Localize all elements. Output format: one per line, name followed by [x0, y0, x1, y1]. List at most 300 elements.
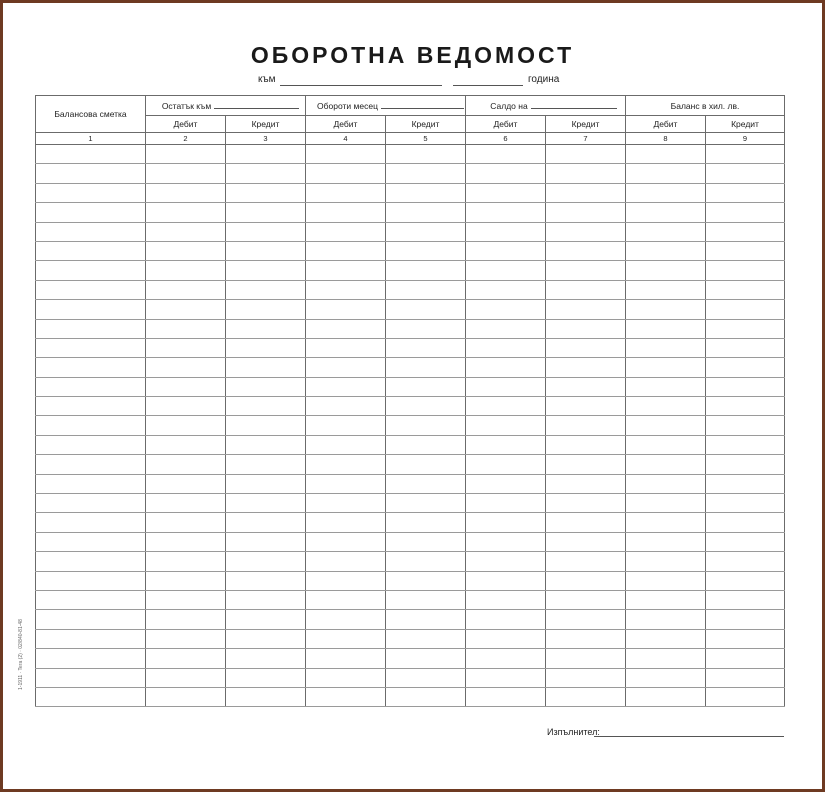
ledger-cell[interactable]	[386, 552, 466, 571]
ledger-cell[interactable]	[466, 358, 546, 377]
ledger-cell[interactable]	[386, 203, 466, 222]
ledger-cell[interactable]	[386, 377, 466, 396]
ledger-cell[interactable]	[546, 494, 626, 513]
ledger-cell[interactable]	[306, 649, 386, 668]
ledger-cell[interactable]	[146, 280, 226, 299]
ledger-cell[interactable]	[706, 397, 785, 416]
ledger-cell[interactable]	[36, 358, 146, 377]
ledger-cell[interactable]	[706, 241, 785, 260]
ledger-cell[interactable]	[386, 338, 466, 357]
header-group-balance-on	[466, 96, 626, 116]
ledger-cell[interactable]	[626, 416, 706, 435]
ledger-cell[interactable]	[706, 203, 785, 222]
column-number: 9	[706, 133, 785, 145]
ledger-cell[interactable]	[306, 435, 386, 454]
ledger-cell[interactable]	[466, 222, 546, 241]
ledger-cell[interactable]	[466, 241, 546, 260]
ledger-cell[interactable]	[626, 435, 706, 454]
ledger-cell[interactable]	[306, 494, 386, 513]
ledger-cell[interactable]	[226, 687, 306, 706]
ledger-cell[interactable]	[466, 164, 546, 183]
ledger-cell[interactable]	[226, 571, 306, 590]
ledger-cell[interactable]	[146, 474, 226, 493]
ledger-cell[interactable]	[386, 474, 466, 493]
ledger-cell[interactable]	[626, 222, 706, 241]
ledger-cell[interactable]	[706, 474, 785, 493]
ledger-cell[interactable]	[626, 668, 706, 687]
ledger-cell[interactable]	[466, 532, 546, 551]
ledger-cell[interactable]	[466, 494, 546, 513]
ledger-cell[interactable]	[386, 300, 466, 319]
ledger-row	[36, 338, 785, 357]
ledger-cell[interactable]	[546, 338, 626, 357]
ledger-cell[interactable]	[546, 358, 626, 377]
ledger-cell[interactable]	[36, 241, 146, 260]
ledger-cell[interactable]	[626, 494, 706, 513]
ledger-cell[interactable]	[546, 222, 626, 241]
ledger-cell[interactable]	[466, 610, 546, 629]
ledger-cell[interactable]	[226, 261, 306, 280]
ledger-cell[interactable]	[226, 338, 306, 357]
ledger-cell[interactable]	[386, 590, 466, 609]
ledger-cell[interactable]	[706, 532, 785, 551]
ledger-cell[interactable]	[226, 455, 306, 474]
ledger-cell[interactable]	[146, 358, 226, 377]
ledger-cell[interactable]	[626, 687, 706, 706]
ledger-cell[interactable]	[386, 687, 466, 706]
ledger-cell[interactable]	[146, 610, 226, 629]
ledger-cell[interactable]	[626, 474, 706, 493]
ledger-cell[interactable]	[546, 435, 626, 454]
ledger-cell[interactable]	[706, 552, 785, 571]
ledger-cell[interactable]	[706, 338, 785, 357]
ledger-cell[interactable]	[466, 261, 546, 280]
ledger-cell[interactable]	[306, 358, 386, 377]
ledger-cell[interactable]	[626, 241, 706, 260]
ledger-cell[interactable]	[226, 397, 306, 416]
ledger-cell[interactable]	[546, 241, 626, 260]
ledger-cell[interactable]	[706, 610, 785, 629]
ledger-cell[interactable]	[146, 668, 226, 687]
ledger-cell[interactable]	[36, 435, 146, 454]
ledger-cell[interactable]	[226, 145, 306, 164]
ledger-cell[interactable]	[36, 280, 146, 299]
ledger-cell[interactable]	[706, 455, 785, 474]
ledger-cell[interactable]	[36, 455, 146, 474]
header-debit: Дебит	[146, 116, 226, 133]
ledger-cell[interactable]	[226, 416, 306, 435]
ledger-cell[interactable]	[386, 280, 466, 299]
column-number: 4	[306, 133, 386, 145]
ledger-cell[interactable]	[706, 571, 785, 590]
ledger-cell[interactable]	[36, 377, 146, 396]
ledger-cell[interactable]	[466, 280, 546, 299]
ledger-row	[36, 552, 785, 571]
ledger-row	[36, 319, 785, 338]
ledger-cell[interactable]	[146, 203, 226, 222]
ledger-cell[interactable]	[36, 183, 146, 202]
ledger-cell[interactable]	[386, 610, 466, 629]
ledger-cell[interactable]	[706, 590, 785, 609]
ledger-cell[interactable]	[706, 280, 785, 299]
ledger-cell[interactable]	[226, 629, 306, 648]
ledger-cell[interactable]	[706, 261, 785, 280]
ledger-cell[interactable]	[626, 377, 706, 396]
ledger-cell[interactable]	[706, 145, 785, 164]
ledger-cell[interactable]	[36, 319, 146, 338]
ledger-cell[interactable]	[386, 261, 466, 280]
ledger-cell[interactable]	[306, 513, 386, 532]
ledger-cell[interactable]	[546, 513, 626, 532]
ledger-cell[interactable]	[546, 397, 626, 416]
ledger-cell[interactable]	[146, 164, 226, 183]
ledger-cell[interactable]	[466, 687, 546, 706]
ledger-cell[interactable]	[466, 513, 546, 532]
group-2-label: Обороти месец	[317, 100, 378, 111]
ledger-cell[interactable]	[146, 649, 226, 668]
ledger-cell[interactable]	[626, 552, 706, 571]
ledger-cell[interactable]	[226, 474, 306, 493]
ledger-cell[interactable]	[36, 222, 146, 241]
ledger-cell[interactable]	[226, 377, 306, 396]
ledger-cell[interactable]	[226, 183, 306, 202]
ledger-cell[interactable]	[146, 261, 226, 280]
group-2-fill-line	[381, 101, 464, 109]
ledger-cell[interactable]	[626, 203, 706, 222]
date-fill-line	[280, 85, 442, 86]
ledger-cell[interactable]	[36, 300, 146, 319]
ledger-cell[interactable]	[226, 513, 306, 532]
ledger-cell[interactable]	[306, 552, 386, 571]
ledger-cell[interactable]	[306, 319, 386, 338]
ledger-cell[interactable]	[706, 513, 785, 532]
ledger-cell[interactable]	[36, 494, 146, 513]
ledger-cell[interactable]	[706, 222, 785, 241]
ledger-cell[interactable]	[546, 280, 626, 299]
ledger-cell[interactable]	[546, 416, 626, 435]
ledger-cell[interactable]	[306, 261, 386, 280]
ledger-row	[36, 455, 785, 474]
ledger-cell[interactable]	[146, 532, 226, 551]
ledger-cell[interactable]	[546, 145, 626, 164]
ledger-cell[interactable]	[36, 590, 146, 609]
ledger-cell[interactable]	[36, 532, 146, 551]
ledger-cell[interactable]	[466, 668, 546, 687]
ledger-cell[interactable]	[546, 629, 626, 648]
ledger-cell[interactable]	[386, 358, 466, 377]
ledger-cell[interactable]	[706, 358, 785, 377]
ledger-cell[interactable]	[386, 513, 466, 532]
ledger-cell[interactable]	[146, 145, 226, 164]
ledger-cell[interactable]	[226, 435, 306, 454]
ledger-cell[interactable]	[466, 203, 546, 222]
ledger-cell[interactable]	[306, 590, 386, 609]
ledger-cell[interactable]	[146, 416, 226, 435]
ledger-row	[36, 532, 785, 551]
ledger-cell[interactable]	[226, 222, 306, 241]
year-fill-line	[453, 85, 523, 86]
header-group-turnover	[306, 96, 466, 116]
ledger-cell[interactable]	[466, 338, 546, 357]
ledger-cell[interactable]	[36, 687, 146, 706]
ledger-cell[interactable]	[706, 435, 785, 454]
ledger-row	[36, 649, 785, 668]
ledger-cell[interactable]	[546, 590, 626, 609]
group-3-label: Салдо на	[490, 100, 528, 111]
ledger-cell[interactable]	[386, 145, 466, 164]
ledger-cell[interactable]	[626, 455, 706, 474]
ledger-cell[interactable]	[626, 610, 706, 629]
ledger-cell[interactable]	[226, 668, 306, 687]
ledger-cell[interactable]	[626, 261, 706, 280]
ledger-cell[interactable]	[466, 552, 546, 571]
ledger-cell[interactable]	[146, 319, 226, 338]
ledger-cell[interactable]	[226, 649, 306, 668]
group-1-label: Остатък към	[161, 100, 212, 111]
ledger-cell[interactable]	[626, 280, 706, 299]
ledger-cell[interactable]	[36, 513, 146, 532]
ledger-cell[interactable]	[146, 300, 226, 319]
ledger-cell[interactable]	[146, 222, 226, 241]
header-account: Балансова сметка	[36, 96, 146, 133]
ledger-cell[interactable]	[466, 590, 546, 609]
ledger-cell[interactable]	[466, 319, 546, 338]
ledger-cell[interactable]	[706, 319, 785, 338]
ledger-cell[interactable]	[626, 338, 706, 357]
ledger-cell[interactable]	[386, 668, 466, 687]
ledger-cell[interactable]	[306, 280, 386, 299]
ledger-cell[interactable]	[36, 397, 146, 416]
ledger-cell[interactable]	[306, 532, 386, 551]
ledger-cell[interactable]	[226, 280, 306, 299]
header-credit: Кредит	[546, 116, 626, 133]
ledger-cell[interactable]	[226, 319, 306, 338]
ledger-cell[interactable]	[546, 610, 626, 629]
ledger-cell[interactable]	[386, 222, 466, 241]
ledger-cell[interactable]	[146, 241, 226, 260]
header-credit: Кредит	[706, 116, 785, 133]
ledger-cell[interactable]	[626, 358, 706, 377]
ledger-cell[interactable]	[626, 571, 706, 590]
ledger-cell[interactable]	[546, 164, 626, 183]
ledger-cell[interactable]	[36, 474, 146, 493]
column-number: 6	[466, 133, 546, 145]
ledger-cell[interactable]	[706, 649, 785, 668]
ledger-cell[interactable]	[706, 164, 785, 183]
ledger-cell[interactable]	[466, 397, 546, 416]
ledger-cell[interactable]	[386, 397, 466, 416]
ledger-cell[interactable]	[226, 300, 306, 319]
ledger-table	[35, 95, 785, 707]
ledger-cell[interactable]	[306, 474, 386, 493]
ledger-cell[interactable]	[626, 319, 706, 338]
ledger-cell[interactable]	[306, 183, 386, 202]
ledger-cell[interactable]	[146, 571, 226, 590]
ledger-cell[interactable]	[146, 590, 226, 609]
ledger-cell[interactable]	[546, 668, 626, 687]
ledger-cell[interactable]	[706, 300, 785, 319]
ledger-cell[interactable]	[306, 571, 386, 590]
ledger-cell[interactable]	[546, 183, 626, 202]
ledger-cell[interactable]	[706, 377, 785, 396]
ledger-row	[36, 241, 785, 260]
ledger-row	[36, 300, 785, 319]
ledger-cell[interactable]	[226, 494, 306, 513]
ledger-cell[interactable]	[546, 455, 626, 474]
ledger-cell[interactable]	[306, 222, 386, 241]
header-credit: Кредит	[386, 116, 466, 133]
ledger-cell[interactable]	[306, 300, 386, 319]
ledger-cell[interactable]	[306, 668, 386, 687]
ledger-cell[interactable]	[546, 687, 626, 706]
ledger-cell[interactable]	[546, 474, 626, 493]
ledger-cell[interactable]	[36, 668, 146, 687]
ledger-cell[interactable]	[546, 571, 626, 590]
ledger-cell[interactable]	[306, 164, 386, 183]
ledger-cell[interactable]	[626, 649, 706, 668]
ledger-cell[interactable]	[626, 532, 706, 551]
ledger-cell[interactable]	[146, 377, 226, 396]
ledger-cell[interactable]	[546, 319, 626, 338]
ledger-cell[interactable]	[36, 416, 146, 435]
ledger-cell[interactable]	[546, 532, 626, 551]
header-row-groups	[36, 96, 785, 116]
ledger-cell[interactable]	[466, 145, 546, 164]
ledger-cell[interactable]	[466, 377, 546, 396]
ledger-cell[interactable]	[306, 338, 386, 357]
ledger-cell[interactable]	[146, 552, 226, 571]
header-group-balance-to	[146, 96, 306, 116]
ledger-cell[interactable]	[386, 183, 466, 202]
ledger-cell[interactable]	[546, 300, 626, 319]
ledger-cell[interactable]	[146, 183, 226, 202]
ledger-cell[interactable]	[36, 164, 146, 183]
ledger-cell[interactable]	[146, 513, 226, 532]
ledger-row	[36, 610, 785, 629]
ledger-cell[interactable]	[146, 338, 226, 357]
ledger-cell[interactable]	[466, 455, 546, 474]
ledger-cell[interactable]	[706, 687, 785, 706]
ledger-cell[interactable]	[386, 164, 466, 183]
ledger-row	[36, 145, 785, 164]
ledger-cell[interactable]	[386, 241, 466, 260]
ledger-cell[interactable]	[146, 687, 226, 706]
ledger-cell[interactable]	[36, 649, 146, 668]
ledger-cell[interactable]	[626, 590, 706, 609]
ledger-cell[interactable]	[626, 164, 706, 183]
ledger-cell[interactable]	[386, 571, 466, 590]
ledger-row	[36, 261, 785, 280]
ledger-cell[interactable]	[36, 610, 146, 629]
ledger-row	[36, 513, 785, 532]
ledger-cell[interactable]	[146, 629, 226, 648]
header-debit: Дебит	[306, 116, 386, 133]
ledger-cell[interactable]	[386, 649, 466, 668]
ledger-cell[interactable]	[466, 474, 546, 493]
ledger-cell[interactable]	[466, 649, 546, 668]
ledger-cell[interactable]	[706, 629, 785, 648]
ledger-cell[interactable]	[386, 494, 466, 513]
ledger-cell[interactable]	[706, 183, 785, 202]
ledger-cell[interactable]	[626, 629, 706, 648]
ledger-cell[interactable]	[226, 552, 306, 571]
ledger-cell[interactable]	[386, 319, 466, 338]
ledger-cell[interactable]	[626, 300, 706, 319]
ledger-cell[interactable]	[626, 513, 706, 532]
ledger-cell[interactable]	[626, 183, 706, 202]
ledger-row	[36, 435, 785, 454]
ledger-cell[interactable]	[306, 241, 386, 260]
ledger-cell[interactable]	[36, 552, 146, 571]
ledger-cell[interactable]	[546, 203, 626, 222]
ledger-cell[interactable]	[386, 455, 466, 474]
ledger-cell[interactable]	[146, 455, 226, 474]
ledger-cell[interactable]	[226, 358, 306, 377]
ledger-cell[interactable]	[626, 145, 706, 164]
ledger-cell[interactable]	[466, 571, 546, 590]
ledger-cell[interactable]	[226, 610, 306, 629]
ledger-cell[interactable]	[306, 629, 386, 648]
ledger-cell[interactable]	[146, 494, 226, 513]
ledger-cell[interactable]	[306, 145, 386, 164]
ledger-cell[interactable]	[306, 203, 386, 222]
ledger-cell[interactable]	[226, 203, 306, 222]
ledger-cell[interactable]	[386, 416, 466, 435]
ledger-cell[interactable]	[546, 649, 626, 668]
ledger-cell[interactable]	[466, 629, 546, 648]
ledger-cell[interactable]	[626, 397, 706, 416]
ledger-cell[interactable]	[36, 203, 146, 222]
header-debit: Дебит	[626, 116, 706, 133]
ledger-cell[interactable]	[466, 435, 546, 454]
ledger-cell[interactable]	[386, 435, 466, 454]
ledger-cell[interactable]	[706, 494, 785, 513]
ledger-row	[36, 668, 785, 687]
ledger-cell[interactable]	[546, 261, 626, 280]
ledger-cell[interactable]	[306, 416, 386, 435]
ledger-cell[interactable]	[36, 145, 146, 164]
ledger-cell[interactable]	[306, 687, 386, 706]
ledger-cell[interactable]	[226, 164, 306, 183]
ledger-cell[interactable]	[226, 241, 306, 260]
ledger-cell[interactable]	[546, 377, 626, 396]
header-credit: Кредит	[226, 116, 306, 133]
ledger-cell[interactable]	[146, 397, 226, 416]
ledger-cell[interactable]	[466, 300, 546, 319]
ledger-cell[interactable]	[36, 338, 146, 357]
ledger-cell[interactable]	[386, 629, 466, 648]
ledger-cell[interactable]	[36, 261, 146, 280]
ledger-cell[interactable]	[546, 552, 626, 571]
ledger-cell[interactable]	[466, 183, 546, 202]
ledger-cell[interactable]	[36, 571, 146, 590]
ledger-cell[interactable]	[466, 416, 546, 435]
ledger-cell[interactable]	[146, 435, 226, 454]
subtitle-year-label: година	[528, 74, 560, 85]
ledger-cell[interactable]	[226, 532, 306, 551]
ledger-cell[interactable]	[36, 629, 146, 648]
ledger-cell[interactable]	[706, 668, 785, 687]
ledger-cell[interactable]	[306, 455, 386, 474]
ledger-cell[interactable]	[226, 590, 306, 609]
ledger-cell[interactable]	[306, 397, 386, 416]
ledger-row	[36, 590, 785, 609]
ledger-cell[interactable]	[386, 532, 466, 551]
ledger-cell[interactable]	[706, 416, 785, 435]
ledger-cell[interactable]	[306, 610, 386, 629]
ledger-cell[interactable]	[306, 377, 386, 396]
subtitle-to-label: към	[258, 74, 276, 85]
